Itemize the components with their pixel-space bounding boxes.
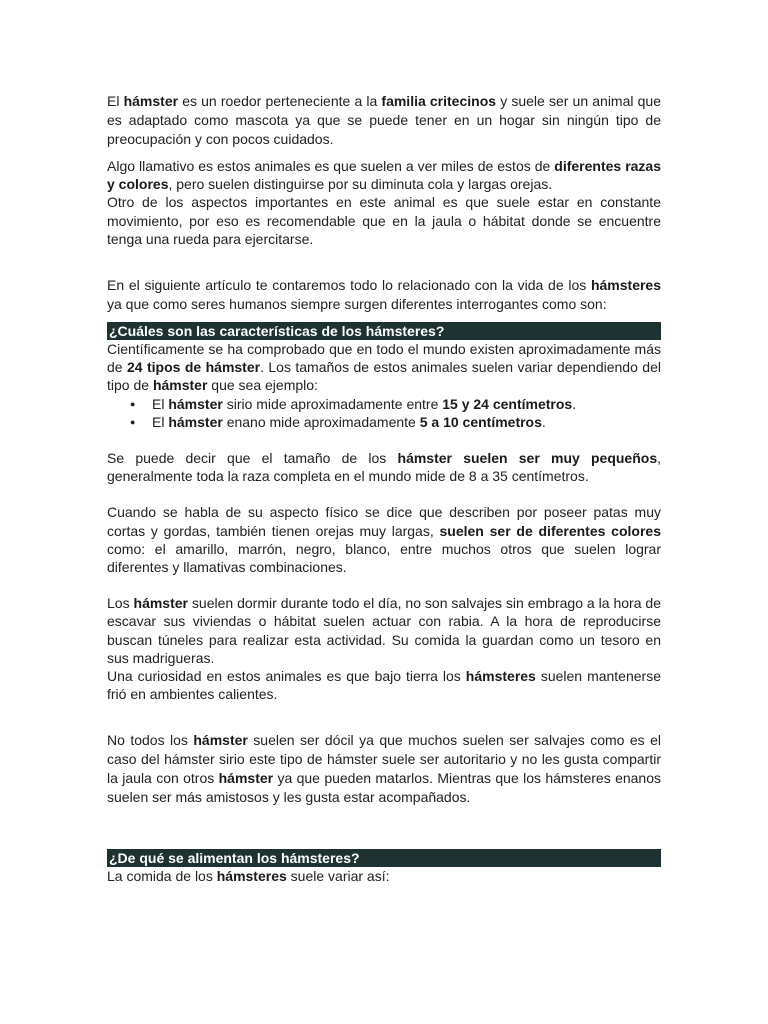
section-heading-characteristics: ¿Cuáles son las características de los hámsteres?	[107, 322, 661, 340]
list-item: ● El hámster sirio mide aproximadamente entre 15 y 24 centímetros.	[152, 395, 661, 413]
section-heading-feeding: ¿De qué se alimentan los hámsteres?	[107, 849, 661, 867]
size-list	[107, 395, 661, 431]
characteristics-paragraph-1: Científicamente se ha comprobado que en todo el mundo existen aproximadamente más de 24 tipos de hámster. Los tamaños de estos animales suelen variar dependiendo del tipo de hámster que sea ejemplo:	[107, 341, 661, 394]
intro-paragraph-3: Otro de los aspectos importantes en este animal es que suele estar en constante movimiento, por eso es recomendable que en la jaula o hábitat donde se encuentre tenga una rueda para ejercitarse.	[107, 194, 661, 247]
characteristics-paragraph-4: Los hámster suelen dormir durante todo el día, no son salvajes sin embrago a la hora de escavar sus viviendas o hábitat suelen actuar con rabia. A la hora de reproducirse buscan túneles para realizar esta actividad. Su comida la guardan como un tesoro en sus madrigueras.	[107, 595, 661, 666]
characteristics-paragraph-6: No todos los hámster suelen ser dócil ya que muchos suelen ser salvajes como es el caso del hámster sirio este tipo de hámster suele ser autoritario y no les gusta compartir la jaula con otros hámster ya que pueden matarlos. Mientras que los hámsteres enanos suelen ser más amistosos y les gusta estar acompañados.	[107, 732, 662, 806]
characteristics-paragraph-2: Se puede decir que el tamaño de los hámster suelen ser muy pequeños, generalmente toda la raza completa en el mundo mide de 8 a 35 centímetros.	[107, 450, 661, 485]
characteristics-paragraph-3: Cuando se habla de su aspecto físico se dice que describen por poseer patas muy cortas y gordas, también tienen orejas muy largas, suelen ser de diferentes colores como: el amarillo, marrón, negro, blanco, entre muchos otros que suelen lograr diferentes y llamativas combinaciones.	[107, 504, 661, 576]
intro-paragraph-1: El hámster es un roedor perteneciente a la familia critecinos y suele ser un animal que es adaptado como mascota ya que se puede tener en un hogar sin ningún tipo de preocupación y con pocos cuidados.	[107, 93, 661, 147]
list-item: ● El hámster enano mide aproximadamente 5 a 10 centímetros.	[152, 413, 661, 431]
characteristics-paragraph-5: Una curiosidad en estos animales es que bajo tierra los hámsteres suelen mantenerse frió en ambientes calientes.	[107, 668, 661, 703]
document-body	[107, 92, 661, 886]
intro-paragraph-4: En el siguiente artículo te contaremos todo lo relacionado con la vida de los hámsteres ya que como seres humanos siempre surgen diferentes interrogantes como son:	[107, 277, 661, 313]
feeding-paragraph-1: La comida de los hámsteres suele variar así:	[107, 868, 390, 885]
intro-paragraph-2: Algo llamativo es estos animales es que suelen a ver miles de estos de diferentes razas y colores, pero suelen distinguirse por su diminuta cola y largas orejas.	[107, 158, 662, 193]
